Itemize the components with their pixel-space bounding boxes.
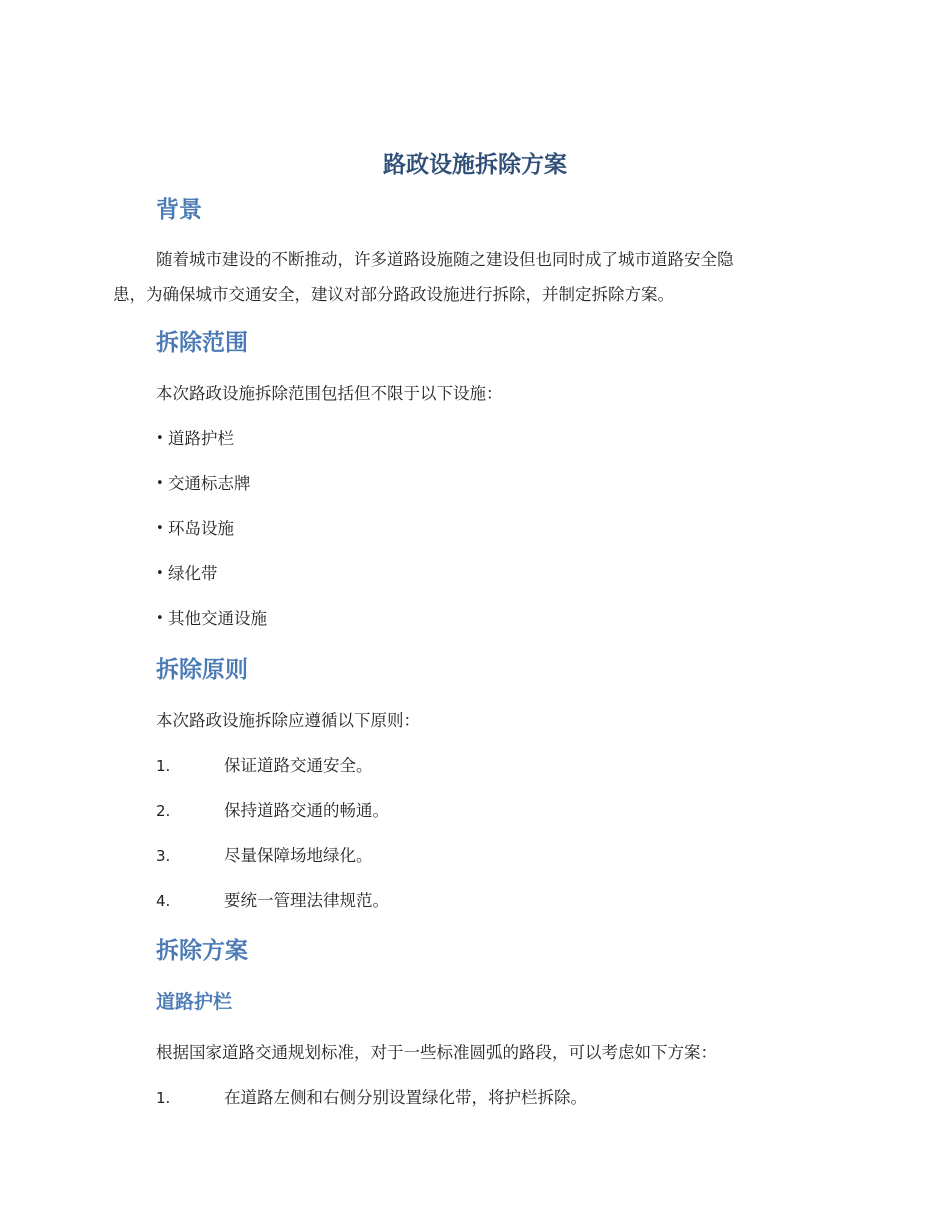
list-item-text: 环岛设施 xyxy=(168,519,234,538)
list-item-text: 道路护栏 xyxy=(168,429,234,448)
background-paragraph-line-2: 患，为确保城市交通安全，建议对部分路政设施进行拆除，并制定拆除方案。 xyxy=(113,285,674,304)
list-item-text: 绿化带 xyxy=(168,564,218,583)
bullet-mark: • xyxy=(156,521,164,536)
bullet-mark: • xyxy=(156,476,164,491)
list-item xyxy=(156,605,267,629)
list-number: 3. xyxy=(156,847,171,865)
list-number: 1. xyxy=(156,1089,171,1107)
list-number: 4. xyxy=(156,892,171,910)
bullet-mark: • xyxy=(156,431,164,446)
background-paragraph-line-1: 随着城市建设的不断推动，许多道路设施随之建设但也同时成了城市道路安全隐 xyxy=(156,250,734,269)
list-item xyxy=(156,425,234,449)
list-number: 1. xyxy=(156,757,171,775)
list-item-text: 其他交通设施 xyxy=(168,609,267,628)
list-item-text: 保证道路交通安全。 xyxy=(224,756,373,775)
scope-intro: 本次路政设施拆除范围包括但不限于以下设施： xyxy=(156,384,503,403)
list-item-text: 尽量保障场地绿化。 xyxy=(224,846,373,865)
list-item xyxy=(156,470,251,494)
section-heading-principles: 拆除原则 xyxy=(156,657,248,683)
bullet-mark: • xyxy=(156,566,164,581)
list-item xyxy=(156,560,218,584)
document-title: 路政设施拆除方案 xyxy=(383,152,567,178)
numbered-list-item xyxy=(156,752,373,776)
list-item-text: 要统一管理法律规范。 xyxy=(224,891,389,910)
bullet-mark: • xyxy=(156,611,164,626)
list-item-text: 交通标志牌 xyxy=(168,474,251,493)
section-heading-background: 背景 xyxy=(156,197,202,223)
subsection-heading-road-guardrail: 道路护栏 xyxy=(156,991,233,1013)
section-heading-scope: 拆除范围 xyxy=(156,330,248,356)
section-heading-plan: 拆除方案 xyxy=(156,938,248,964)
numbered-list-item xyxy=(156,887,389,911)
list-item-text: 保持道路交通的畅通。 xyxy=(224,801,389,820)
list-item xyxy=(156,515,234,539)
list-number: 2. xyxy=(156,802,171,820)
principles-intro: 本次路政设施拆除应遵循以下原则： xyxy=(156,711,420,730)
numbered-list-item xyxy=(156,1084,587,1108)
plan-intro: 根据国家道路交通规划标准，对于一些标准圆弧的路段，可以考虑如下方案： xyxy=(156,1043,717,1062)
numbered-list-item xyxy=(156,842,373,866)
numbered-list-item xyxy=(156,797,389,821)
list-item-text: 在道路左侧和右侧分别设置绿化带，将护栏拆除。 xyxy=(224,1088,587,1107)
